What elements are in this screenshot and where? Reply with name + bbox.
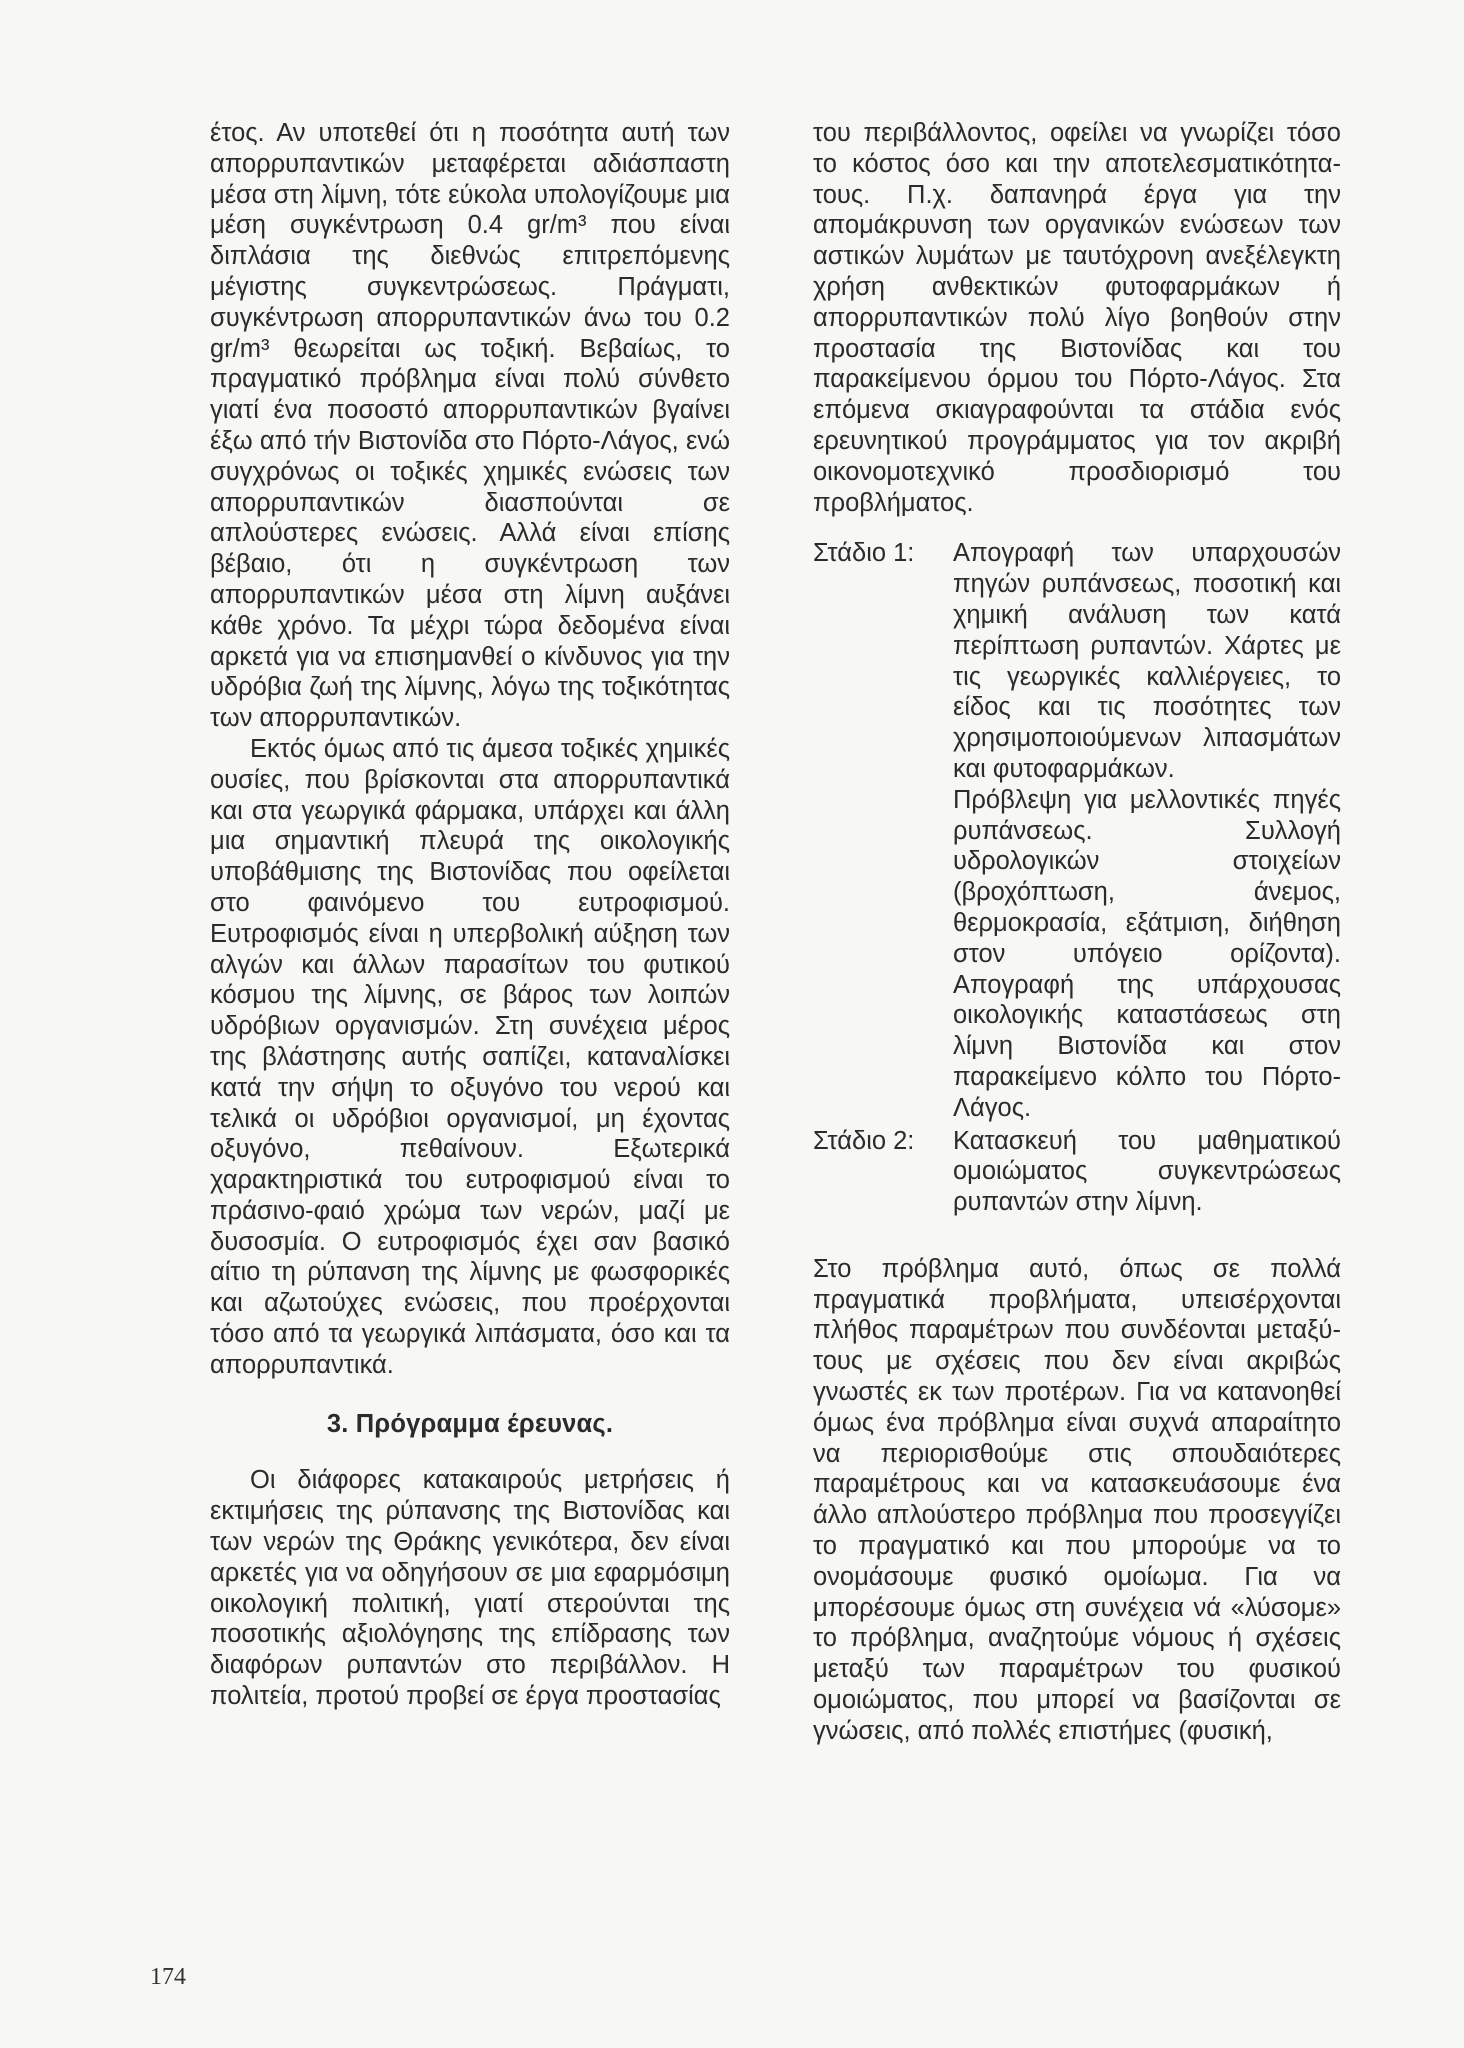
left-paragraph-2: Εκτός όμως από τις άμεσα τοξικές χημικές ουσίες, που βρίσκονται στα απορρυπαντικά και στα γεωργικά φάρμακα, υπάρχει και άλλη μια σημαντική πλευρά της οικολογικής υποβάθμισης της Βιστονίδας που οφείλεται στο φαινόμενο του ευτροφισμού. Ευτροφισμός είναι η υπερβολική αύξηση των αλγών και άλλων παρασίτων του φυτικού κόσμου της λίμνης, σε βάρος των λοιπών υδρόβιων οργανισμών. Στη συνέχεια μέρος της βλάστησης αυτής σαπίζει, καταναλίσκει κατά την σήψη το οξυγόνο του νερού και τελικά οι υδρόβιοι οργανισμοί, μη έχοντας οξυγόνο, πεθαίνουν. Εξωτερικά χαρακτηριστικά του ευτροφισμού είναι το πράσινο-φαιό χρώμα των νερών, μαζί με δυσοσμία. Ο ευτροφισμός έχει σαν βασικό αίτιο τη ρύπανση της λίμνης με φωσφορικές και αζωτούχες ενώσεις, που προέρχονται τόσο από τα γεωργικά λιπάσματα, όσο και τα απορρυπαντικά.	[210, 734, 730, 1379]
stage-2-paragraph-1: Κατασκευή του μαθηματικού ομοιώματος συγκεντρώσεως ρυπαντών στην λίμνη.	[953, 1126, 1341, 1217]
stage-1-label: Στάδιο 1:	[813, 539, 915, 568]
stage-2-label: Στάδιο 2:	[813, 1126, 915, 1155]
stage-2-body	[953, 1126, 1341, 1218]
stage-1-body	[953, 538, 1341, 1123]
stage-2	[813, 1126, 1341, 1218]
right-paragraph-1: του περιβάλλοντος, οφείλει να γνωρίζει τόσο το κόστος όσο και την αποτελεσματικότητα-τους. Π.χ. δαπανηρά έργα για την απομάκρυνση των οργανικών ενώσεων των αστικών λυμάτων με ταυτόχρονη ανεξέλεγκτη χρήση ανθεκτικών φυτοφαρμάκων ή απορρυπαντικών πολύ λίγο βοηθούν στην προστασία της Βιστονίδας και του παρακείμενου όρμου του Πόρτο-Λάγος. Στα επόμενα σκιαγραφούνται τα στάδια ενός ερευνητικού προγράμματος για τον ακριβή οικονομοτεχνικό προσδιορισμό του προβλήματος.	[813, 119, 1341, 517]
left-column	[210, 118, 730, 1712]
stage-1-paragraph-1: Απογραφή των υπαρχουσών πηγών ρυπάνσεως, ποσοτική και χημική ανάλυση των κατά περίπτωση ρυπαντών. Χάρτες με τις γεωργικές καλλιέργειες, το είδος και τις ποσότητες των χρησιμοποιούμενων λιπασμάτων και φυτοφαρμάκων.	[953, 539, 1341, 783]
stage-1	[813, 538, 1341, 1123]
left-paragraph-1: έτος. Αν υποτεθεί ότι η ποσότητα αυτή των απορρυπαντικών μεταφέρεται αδιάσπαστη μέσα στη λίμνη, τότε εύκολα υπολογίζουμε μια μέση συγκέντρωση 0.4 gr/m³ που είναι διπλάσια της διεθνώς επιτρεπόμενης μέγιστης συγκεντρώσεως. Πράγματι, συγκέντρωση απορρυπαντικών άνω του 0.2 gr/m³ θεωρείται ως τοξική. Βεβαίως, το πραγματικό πρόβλημα είναι πολύ σύνθετο γιατί ένα ποσοστό απορρυπαντικών βγαίνει έξω από τήν Βιστονίδα στο Πόρτο-Λάγος, ενώ συγχρόνως οι τοξικές χημικές ενώσεις των απορρυπαντικών διασπούνται σε απλούστερες ενώσεις. Αλλά είναι επίσης βέβαιο, ότι η συγκέντρωση των απορρυπαντικών μέσα στη λίμνη αυξάνει κάθε χρόνο. Τα μέχρι τώρα δεδομένα είναι αρκετά για να επισημανθεί ο κίνδυνος για την υδρόβια ζωή της λίμνης, λόγω της τοξικότητας των απορρυπαντικών.	[210, 119, 730, 733]
right-column	[813, 118, 1341, 1747]
left-paragraph-3: Οι διάφορες κατακαιρούς μετρήσεις ή εκτιμήσεις της ρύπανσης της Βιστονίδας και των νερών της Θράκης γενικότερα, δεν είναι αρκετές για να οδηγήσουν σε μια εφαρμόσιμη οικολογική πολιτική, γιατί στερούνται της ποσοτικής αξιολόγησης της επίδρασης των διαφόρων ρυπαντών στο περιβάλλον. Η πολιτεία, προτού προβεί σε έργα προστασίας	[210, 1466, 730, 1711]
section-heading: 3. Πρόγραμμα έρευνας.	[326, 1409, 614, 1438]
page-number: 174	[150, 1964, 186, 1990]
right-paragraph-2: Στο πρόβλημα αυτό, όπως σε πολλά πραγματικά προβλήματα, υπεισέρχονται πλήθος παραμέτρων που συνδέονται μεταξύ-τους με σχέσεις που δεν είναι ακριβώς γνωστές εκ των προτέρων. Για να κατανοηθεί όμως ένα πρόβλημα είναι συχνά απαραίτητο να περιορισθούμε στις σπουδαιότερες παραμέτρους και να κατασκευάσουμε ένα άλλο απλούστερο πρόβλημα που προσεγγίζει το πραγματικό και που μπορούμε να το ονομάσουμε φυσικό ομοίωμα. Για να μπορέσουμε όμως στη συνέχεια νά «λύσομε» το πρόβλημα, αναζητούμε νόμους ή σχέσεις μεταξύ των παραμέτρων του φυσικού ομοιώματος, που μπορεί να βασίζονται σε γνώσεις, από πολλές επιστήμες (φυσική,	[813, 1254, 1341, 1745]
stage-1-paragraph-2: Πρόβλεψη για μελλοντικές πηγές ρυπάνσεως. Συλλογή υδρολογικών στοιχείων (βροχόπτωση, άνεμος, θερμοκρασία, εξάτμιση, διήθηση στον υπόγειο ορίζοντα). Απογραφή της υπάρχουσας οικολογικής καταστάσεως στη λίμνη Βιστονίδα και στον παρακείμενο κόλπο του Πόρτο-Λάγος.	[953, 785, 1341, 1122]
